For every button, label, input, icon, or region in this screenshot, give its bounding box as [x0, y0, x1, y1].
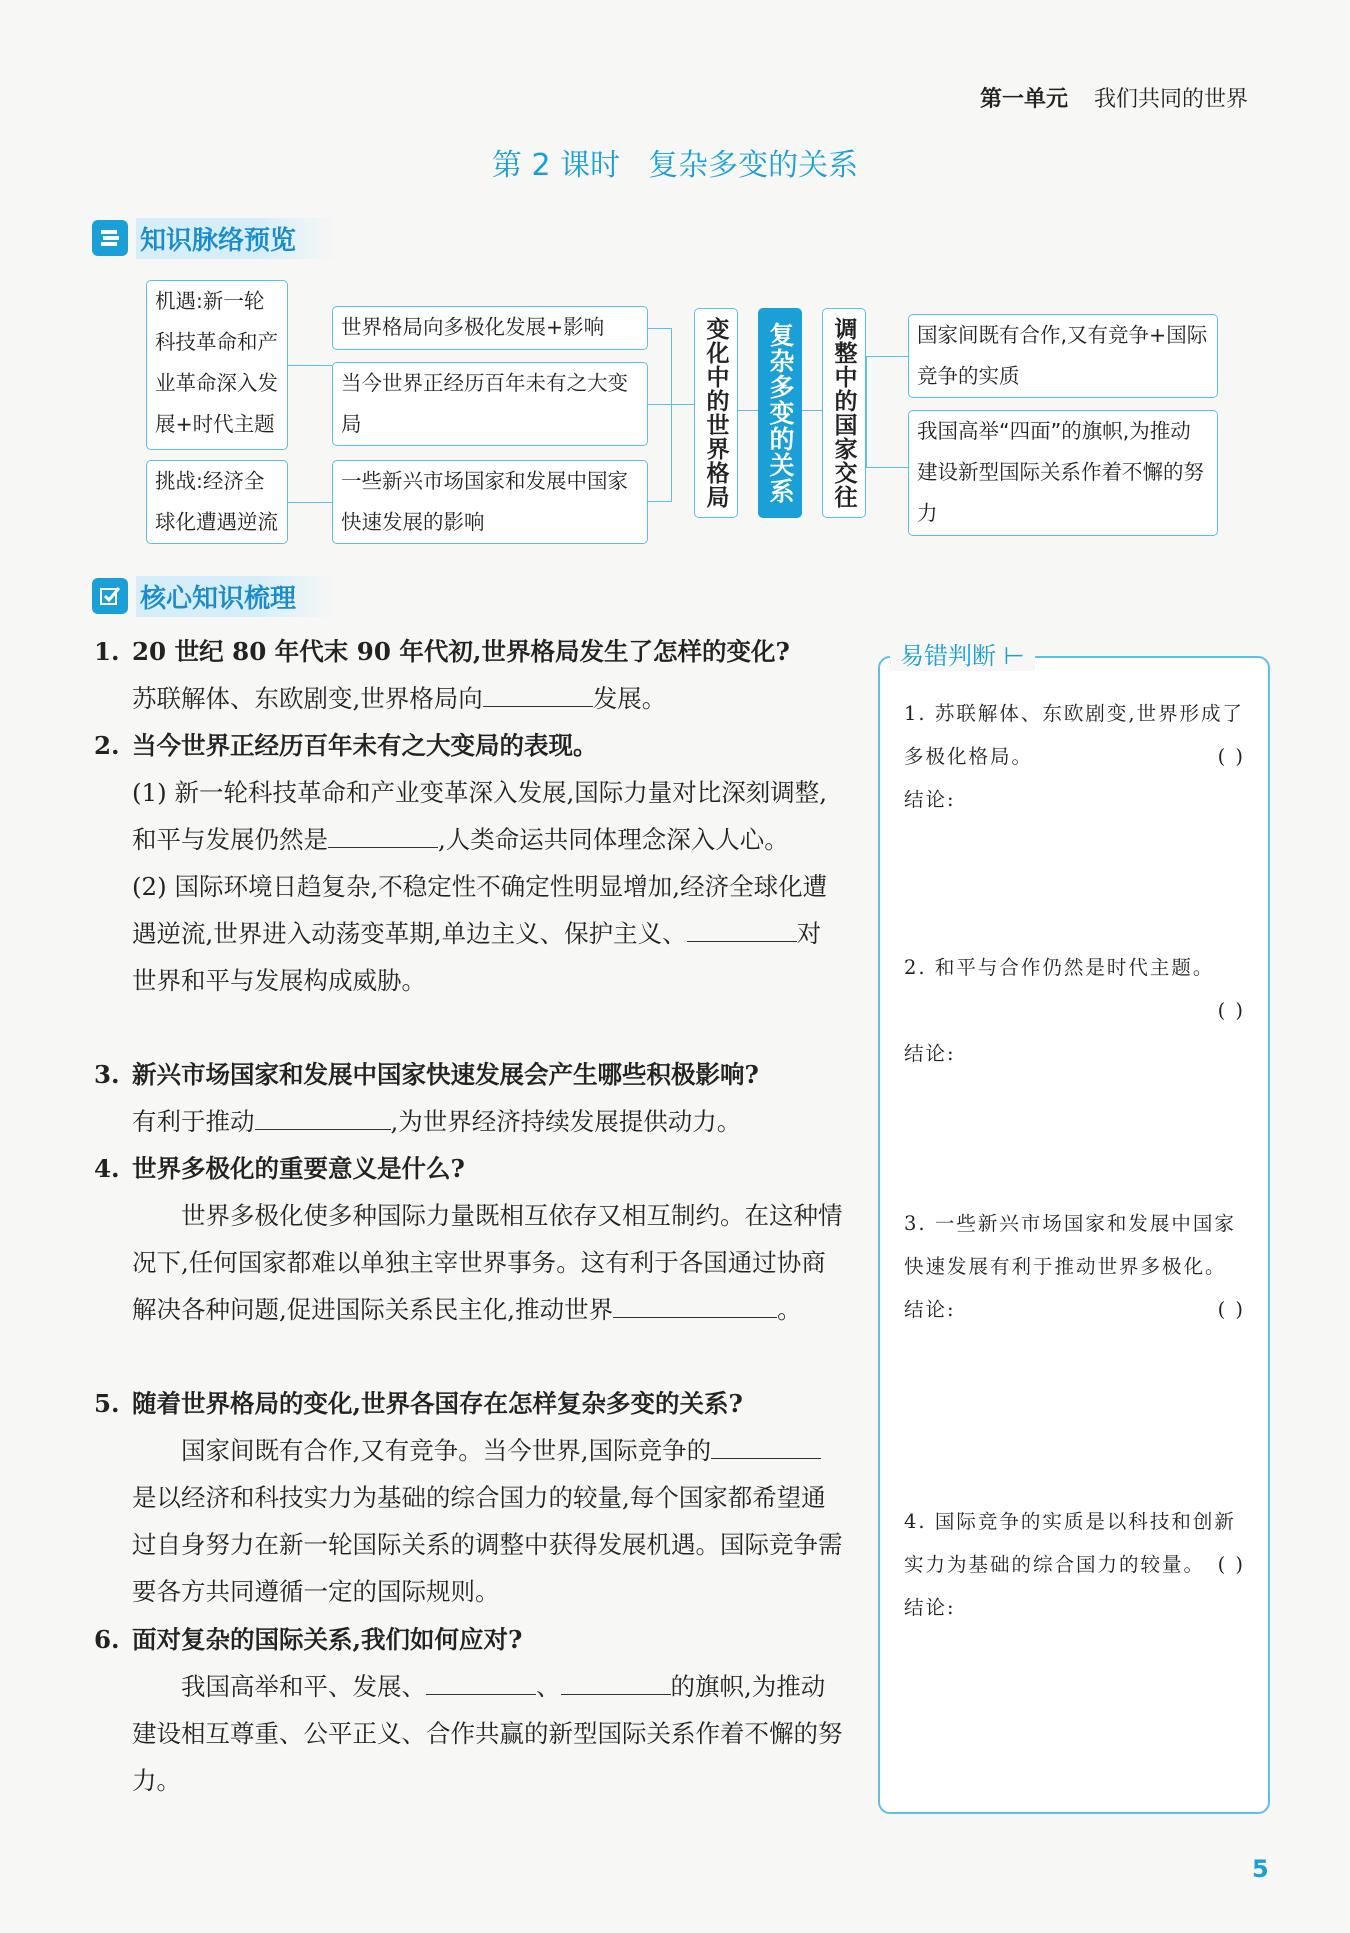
- judgement-item-3: [904, 1202, 1249, 1331]
- map-great-changes: 当今世界正经历百年未有之大变局: [332, 362, 648, 446]
- item-text: 一些新兴市场国家和发展中国家快速发展有利于推动世界多极化。: [904, 1212, 1236, 1278]
- answer-text: 我国高举和平、发展、: [181, 1672, 426, 1701]
- question-number: 6.: [94, 1625, 120, 1654]
- judgement-item-1: [904, 692, 1249, 821]
- question-text: 世界多极化的重要意义是什么?: [132, 1154, 465, 1183]
- book-stack-icon: [92, 220, 128, 256]
- map-changing-world: 变化中的世界格局: [694, 308, 738, 518]
- section-preview-heading: [92, 218, 336, 258]
- item-number: 1.: [904, 702, 927, 725]
- map-cooperation-competition: 国家间既有合作,又有竞争+国际竞争的实质: [908, 314, 1218, 398]
- question-number: 4.: [94, 1154, 120, 1183]
- answer-blank[interactable]: [328, 824, 438, 849]
- map-center-topic: 复杂多变的关系: [758, 308, 802, 518]
- connector: [288, 365, 332, 366]
- map-four-banners: 我国高举“四面”的旗帜,为推动建设新型国际关系作着不懈的努力: [908, 410, 1218, 536]
- answer-text: 是以经济和科技实力为基础的综合国力的较量,每个国家都希望通过自身努力在新一轮国际关系的调整中获得发展机遇。国际竞争需要各方共同遵循一定的国际规则。: [132, 1483, 843, 1606]
- question-text: 20 世纪 80 年代末 90 年代初,世界格局发生了怎样的变化?: [132, 637, 790, 666]
- item-text: 和平与合作仍然是时代主题。: [934, 956, 1215, 979]
- unit-label: 第一单元: [980, 87, 1069, 112]
- lesson-title: [0, 140, 1350, 184]
- answer-paren[interactable]: ( ): [1217, 999, 1245, 1022]
- question-number: 3.: [94, 1060, 120, 1089]
- answer-text: 苏联解体、东欧剧变,世界格局向: [132, 684, 483, 713]
- conclusion-field[interactable]: 结论:: [904, 1596, 956, 1619]
- error-judgement-title: 易错判断 ⊢: [890, 636, 1035, 671]
- question-text: 面对复杂的国际关系,我们如何应对?: [132, 1625, 523, 1654]
- section-core-heading: [92, 576, 336, 616]
- answer-blank[interactable]: [483, 683, 593, 708]
- answer-text: 对世界和平与发展构成威胁。: [132, 919, 822, 995]
- question-text: 当今世界正经历百年未有之大变局的表现。: [132, 731, 598, 760]
- answer-text: 的旗帜,为推动建设相互尊重、公平正义、合作共赢的新型国际关系作着不懈的努力。: [132, 1672, 843, 1795]
- item-number: 4.: [904, 1510, 927, 1533]
- judgement-item-2: [904, 946, 1249, 1075]
- map-challenge: 挑战:经济全球化遭遇逆流: [146, 460, 288, 544]
- lesson-number: 第 2 课时: [491, 148, 621, 183]
- question-text: 随着世界格局的变化,世界各国存在怎样复杂多变的关系?: [132, 1389, 743, 1418]
- checkbox-icon: [92, 578, 128, 614]
- question-6: [94, 1616, 844, 1804]
- answer-paren[interactable]: ( ): [1217, 745, 1245, 768]
- conclusion-field[interactable]: 结论:: [904, 1298, 956, 1321]
- section-core-label: 核心知识梳理: [136, 576, 336, 617]
- question-1: [94, 628, 844, 722]
- connector: [288, 502, 332, 503]
- map-multipolar: 世界格局向多极化发展+影响: [332, 306, 648, 350]
- question-5: [94, 1380, 844, 1615]
- section-preview-label: 知识脉络预览: [136, 218, 336, 259]
- answer-text: 有利于推动: [132, 1107, 255, 1136]
- question-3: [94, 1051, 844, 1145]
- answer-text: (2) 国际环境日趋复杂,不稳定性不确定性明显增加,经济全球化遭遇逆流,世界进入动荡变革期,单边主义、保护主义、: [132, 872, 828, 948]
- unit-title: 我们共同的世界: [1094, 87, 1249, 112]
- item-text: 苏联解体、东欧剧变,世界形成了多极化格局。: [904, 702, 1245, 768]
- question-4: [94, 1145, 844, 1333]
- answer-blank[interactable]: [711, 1435, 821, 1460]
- connector: [648, 328, 672, 502]
- question-number: 5.: [94, 1389, 120, 1418]
- item-text: 国际竞争的实质是以科技和创新实力为基础的综合国力的较量。: [904, 1510, 1236, 1576]
- question-number: 2.: [94, 731, 120, 760]
- answer-text: (1) 新一轮科技革命和产业变革深入发展,国际力量对比深刻调整,和平与发展仍然是: [132, 778, 828, 854]
- conclusion-field[interactable]: 结论:: [904, 1042, 956, 1065]
- answer-blank[interactable]: [613, 1294, 777, 1319]
- question-number: 1.: [94, 637, 120, 666]
- answer-text: 发展。: [592, 684, 667, 713]
- answer-text: 国家间既有合作,又有竞争。当今世界,国际竞争的: [181, 1436, 712, 1465]
- connector: [648, 404, 694, 405]
- answer-text: 、: [536, 1672, 561, 1701]
- answer-blank[interactable]: [561, 1671, 671, 1696]
- answer-paren[interactable]: ( ): [1217, 1298, 1245, 1321]
- map-emerging-markets: 一些新兴市场国家和发展中国家快速发展的影响: [332, 460, 648, 544]
- conclusion-field[interactable]: 结论:: [904, 788, 956, 811]
- answer-text: ,人类命运共同体理念深入人心。: [438, 825, 789, 854]
- answer-blank[interactable]: [687, 918, 797, 943]
- page-number: 5: [1252, 1855, 1269, 1883]
- answer-paren[interactable]: ( ): [1217, 1553, 1245, 1576]
- lesson-name: 复杂多变的关系: [648, 148, 859, 183]
- item-number: 2.: [904, 956, 927, 979]
- item-number: 3.: [904, 1212, 927, 1235]
- panel-title-text: 易错判断: [900, 642, 996, 670]
- running-header: [980, 82, 1280, 113]
- map-adjusting-relations: 调整中的国家交往: [822, 308, 866, 518]
- judgement-item-4: [904, 1500, 1249, 1629]
- answer-text: ,为世界经济持续发展提供动力。: [390, 1107, 742, 1136]
- map-opportunity: 机遇:新一轮科技革命和产业革命深入发展+时代主题: [146, 280, 288, 450]
- answer-text: 世界多极化使多种国际力量既相互依存又相互制约。在这种情况下,任何国家都难以单独主宰世界事务。这有利于各国通过协商解决各种问题,促进国际关系民主化,推动世界: [132, 1201, 843, 1324]
- connector: [866, 356, 908, 468]
- answer-text: 。: [777, 1295, 802, 1324]
- answer-blank[interactable]: [255, 1106, 391, 1131]
- question-2: [94, 722, 844, 1004]
- connector: [738, 410, 758, 411]
- connector: [802, 410, 822, 411]
- question-text: 新兴市场国家和发展中国家快速发展会产生哪些积极影响?: [132, 1060, 759, 1089]
- answer-blank[interactable]: [426, 1671, 536, 1696]
